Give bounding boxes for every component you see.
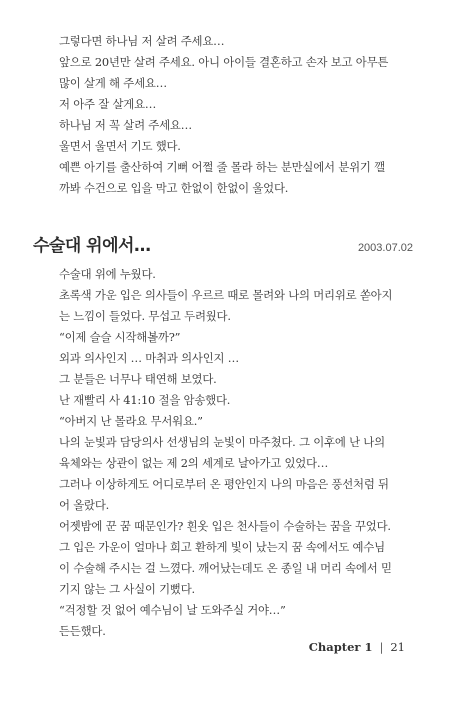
page-number: 21 [390, 640, 405, 654]
text-line: “아버지 난 몰라요 무서워요.” [59, 414, 203, 428]
text-line: 는 느낌이 들었다. 무섭고 두려웠다. [59, 309, 231, 323]
section-date: 2003.07.02 [357, 242, 413, 254]
text-line: “이제 슬슬 시작해볼까?” [59, 330, 181, 344]
page-footer [309, 640, 405, 654]
text-line: 예쁜 아기를 출산하여 기뻐 어쩔 줄 몰라 하는 분만실에서 분위기 깰 [59, 160, 385, 174]
top-paragraph [59, 31, 413, 199]
text-line: 저 아주 잘 살게요… [59, 97, 157, 111]
text-line: 울면서 울면서 기도 했다. [59, 139, 181, 153]
text-line: 난 재빨리 사 41:10 절을 암송했다. [59, 393, 231, 407]
text-line: 초록색 가운 입은 의사들이 우르르 때로 몰려와 나의 머리위로 쏟아지 [59, 288, 393, 302]
text-line: 그 입은 가운이 얼마나 희고 환하게 빛이 났는지 꿈 속에서도 예수님 [59, 540, 385, 554]
text-line: 이 수술해 주시는 걸 느꼈다. 깨어났는데도 온 종일 내 머리 속에서 믿 [59, 561, 392, 575]
text-line: 나의 눈빛과 담당의사 선생님의 눈빛이 마주쳤다. 그 이후에 난 나의 [59, 435, 385, 449]
text-line: 외과 의사인지 … 마취과 의사인지 … [59, 351, 239, 365]
chapter-label: Chapter 1 [308, 640, 373, 654]
body-paragraph [59, 264, 413, 642]
footer-separator: | [379, 640, 384, 654]
text-line: 하나님 저 꼭 살려 주세요… [59, 118, 192, 132]
text-line: 그러나 이상하게도 어디로부터 온 평안인지 나의 마음은 풍선처럼 뒤 [59, 477, 389, 491]
section-heading [33, 230, 413, 256]
text-line: 어 올랐다. [59, 498, 110, 512]
text-line: 많이 살게 해 주세요… [59, 76, 167, 90]
text-line: 육체와는 상관이 없는 제 2의 세계로 날아가고 있었다… [59, 456, 329, 470]
text-line: 까봐 수건으로 입을 막고 한없이 한없이 울었다. [59, 181, 289, 195]
text-line: 그렇다면 하나님 저 살려 주세요… [59, 34, 225, 48]
text-line: 어젯밤에 꾼 꿈 때문인가? 흰옷 입은 천사들이 수술하는 꿈을 꾸었다. [59, 519, 391, 533]
text-line: 수술대 위에 누웠다. [59, 267, 156, 281]
text-line: 기지 않는 그 사실이 기뻤다. [59, 582, 195, 596]
text-line: 든든했다. [59, 624, 106, 638]
text-line: “걱정할 것 없어 예수님이 날 도와주실 거야…” [59, 603, 286, 617]
section-title: 수술대 위에서… [33, 236, 151, 256]
text-line: 그 분들은 너무나 태연해 보였다. [59, 372, 217, 386]
text-line: 앞으로 20년만 살려 주세요. 아니 아이들 결혼하고 손자 보고 아무튼 [59, 55, 389, 69]
